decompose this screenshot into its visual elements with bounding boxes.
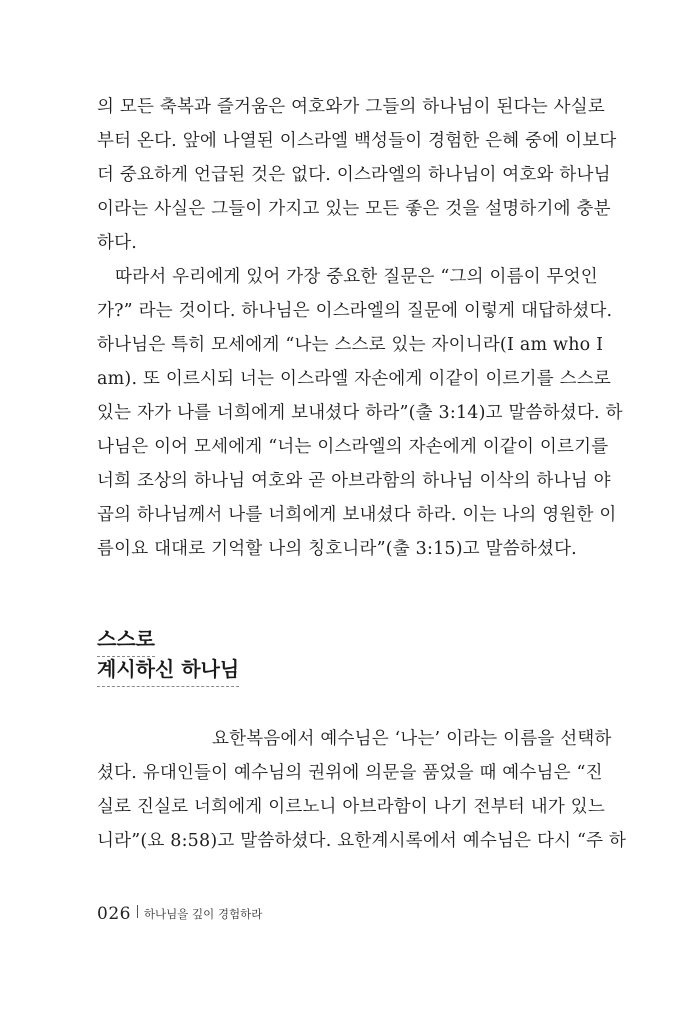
- section-heading-line-1: 스스로: [97, 626, 155, 657]
- page-number: 026: [97, 904, 131, 924]
- text-line: 곱의 하나님께서 나를 너희에게 보내셨다 하라. 이는 나의 영원한 이: [97, 505, 617, 525]
- text-line: 있는 자가 나를 너희에게 보내셨다 하라”(출 3:14)고 말씀하셨다. 하: [97, 403, 623, 423]
- text-line: 의 모든 축복과 즐거움은 여호와가 그들의 하나님이 된다는 사실로: [97, 97, 605, 117]
- text-line: 름이요 대대로 기억할 나의 칭호니라”(출 3:15)고 말씀하셨다.: [97, 539, 577, 559]
- paragraph-2: [97, 260, 623, 566]
- text-line: 하다.: [97, 233, 137, 253]
- text-line: 니라”(요 8:58)고 말씀하셨다. 요한계시록에서 예수님은 다시 “주 하: [97, 831, 627, 851]
- text-line: 따라서 우리에게 있어 가장 중요한 질문은 “그의 이름이 무엇인: [115, 267, 598, 287]
- section-heading-line-2: 계시하신 하나님: [97, 656, 239, 687]
- text-line: 부터 온다. 앞에 나열된 이스라엘 백성들이 경험한 은혜 중에 이보다: [97, 131, 617, 151]
- text-line: 하나님은 특히 모세에게 “나는 스스로 있는 자이니라(I am who I: [97, 335, 604, 355]
- text-line: 요한복음에서 예수님은 ‘나는’ 이라는 이름을 선택하: [212, 729, 612, 749]
- paragraph-3: [97, 722, 627, 858]
- text-line: 실로 진실로 너희에게 이르노니 아브라함이 나기 전부터 내가 있느: [97, 797, 605, 817]
- paragraph-1: [97, 90, 617, 260]
- footer-divider: [137, 905, 138, 918]
- text-line: 가?” 라는 것이다. 하나님은 이스라엘의 질문에 이렇게 대답하셨다.: [97, 301, 613, 321]
- text-line: am). 또 이르시되 너는 이스라엘 자손에게 이같이 이르기를 스스로: [97, 369, 611, 389]
- page-footer: [97, 903, 262, 925]
- text-line: 셨다. 유대인들이 예수님의 권위에 의문을 품었을 때 예수님은 “진: [97, 763, 603, 783]
- text-line: 너희 조상의 하나님 여호와 곧 아브라함의 하나님 이삭의 하나님 야: [97, 471, 611, 491]
- text-line: 더 중요하게 언급된 것은 없다. 이스라엘의 하나님이 여호와 하나님: [97, 165, 611, 185]
- running-title: 하나님을 깊이 경험하라: [143, 907, 263, 921]
- text-line: 이라는 사실은 그들이 가지고 있는 모든 좋은 것을 설명하기에 충분: [97, 199, 611, 219]
- text-line: 나님은 이어 모세에게 “너는 이스라엘의 자손에게 이같이 이르기를: [97, 437, 609, 457]
